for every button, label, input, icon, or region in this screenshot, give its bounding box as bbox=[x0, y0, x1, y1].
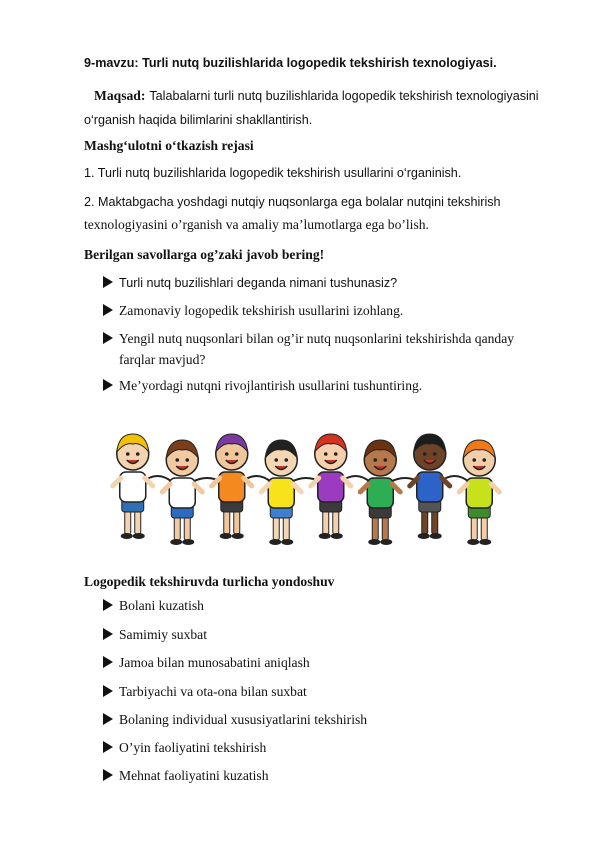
child-figure bbox=[410, 434, 450, 539]
questions-heading: Berilgan savollarga og’zaki javob bering! bbox=[84, 247, 325, 262]
plan-heading: Mashg‘ulotni o‘tkazish rejasi bbox=[84, 138, 254, 153]
approach-item-1: Bolani kuzatish bbox=[103, 598, 204, 614]
triangle-bullet-icon bbox=[103, 599, 113, 611]
child-figure bbox=[113, 434, 153, 539]
approach-item-4: Tarbiyachi va ota-ona bilan suxbat bbox=[103, 684, 307, 700]
child-figure bbox=[360, 440, 400, 545]
question-item-2: Zamonaviy logopedik tekshirish usullarini izohlang. bbox=[103, 303, 403, 319]
triangle-bullet-icon bbox=[103, 685, 113, 697]
triangle-bullet-icon bbox=[103, 656, 113, 668]
plan-item-2-line-2: texnologiyasini o’rganish va amaliy ma’lumotlarga ega bo’lish. bbox=[84, 217, 429, 232]
triangle-bullet-icon bbox=[103, 379, 113, 391]
triangle-bullet-icon bbox=[103, 713, 113, 725]
child-figure bbox=[212, 434, 252, 539]
approach-item-7: Mehnat faoliyatini kuzatish bbox=[103, 768, 269, 784]
child-figure bbox=[459, 440, 499, 545]
child-figure bbox=[162, 440, 202, 545]
triangle-bullet-icon bbox=[103, 628, 113, 640]
plan-item-1: 1. Turli nutq buzilishlarida logopedik tekshirish usullarini o‘rganinish. bbox=[84, 166, 462, 180]
plan-item-2-line-1: 2. Maktabgacha yoshdagi nutqiy nuqsonlarga ega bolalar nutqini tekshirish bbox=[84, 195, 501, 209]
goal-text-1: Talabalarni turli nutq buzilishlarida logopedik tekshirish texnologiyasini bbox=[149, 89, 539, 103]
goal-text-2: o‘rganish haqida bilimlarini shakllantirish. bbox=[84, 113, 313, 127]
approach-item-2: Samimiy suxbat bbox=[103, 627, 207, 643]
children-illustration bbox=[108, 420, 504, 552]
approach-item-5: Bolaning individual xususiyatlarini tekshirish bbox=[103, 712, 367, 728]
question-item-4: Me’yordagi nutqni rivojlantirish usullarini tushuntiring. bbox=[103, 378, 422, 394]
goal-label: Maqsad: bbox=[94, 88, 146, 103]
question-item-3-cont: farqlar mavjud? bbox=[119, 352, 206, 367]
approaches-heading: Logopedik tekshiruvda turlicha yondoshuv bbox=[84, 574, 335, 589]
question-item-1: Turli nutq buzilishlari deganda nimani tushunasiz? bbox=[103, 276, 397, 290]
question-item-3: Yengil nutq nuqsonlari bilan og’ir nutq nuqsonlarini tekshirishda qanday bbox=[103, 331, 514, 347]
child-figure bbox=[261, 440, 301, 545]
child-figure bbox=[311, 434, 351, 539]
triangle-bullet-icon bbox=[103, 769, 113, 781]
triangle-bullet-icon bbox=[103, 332, 113, 344]
triangle-bullet-icon bbox=[103, 741, 113, 753]
goal-line bbox=[94, 87, 539, 105]
topic-title: 9-mavzu: Turli nutq buzilishlarida logopedik tekshirish texnologiyasi. bbox=[84, 56, 497, 70]
approach-item-3: Jamoa bilan munosabatini aniqlash bbox=[103, 655, 310, 671]
approach-item-6: O’yin faoliyatini tekshirish bbox=[103, 740, 266, 756]
triangle-bullet-icon bbox=[103, 304, 113, 316]
triangle-bullet-icon bbox=[103, 276, 113, 288]
